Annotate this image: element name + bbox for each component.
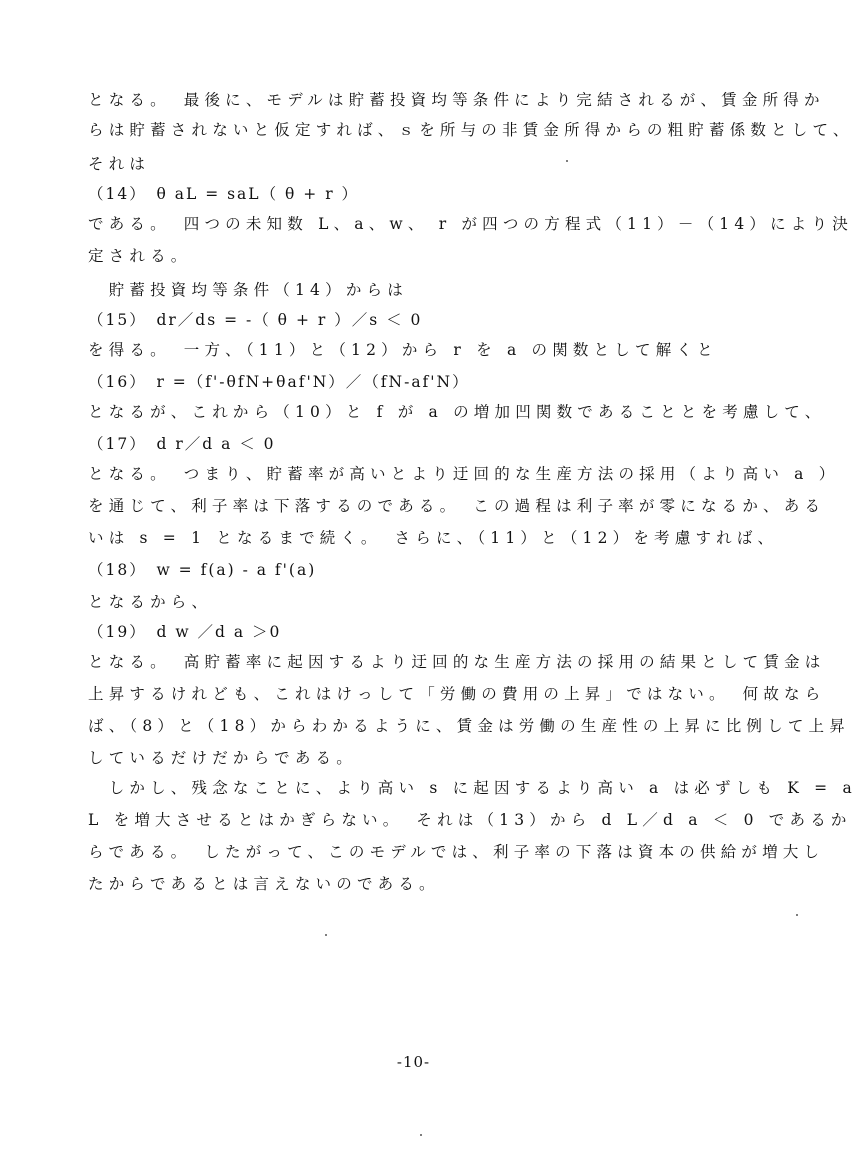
equation-17: （17） d r／d a ＜ 0	[88, 435, 276, 453]
text-line: となるから、	[88, 593, 213, 611]
text-line: しているだけだからである。	[88, 749, 357, 767]
equation-15: （15） dr／ds = -（ θ + r ）／s ＜ 0	[88, 311, 423, 329]
text-line: 上昇するけれども、これはけっして「労働の費用の上昇」ではない。 何故なら	[88, 685, 826, 703]
text-line: となる。 つまり、貯蓄率が高いとより迂回的な生産方法の採用（より高い a ）	[88, 465, 840, 483]
text-line: を得る。 一方、（11）と（12）から r を a の関数として解くと	[88, 341, 718, 359]
text-line: たからであるとは言えないのである。	[88, 875, 440, 893]
equation-18: （18） w = f(a) - a f'(a)	[88, 561, 317, 579]
text-line: 貯蓄投資均等条件（14）からは	[88, 281, 408, 299]
text-line: いは s = 1 となるまで続く。 さらに、（11）と（12）を考慮すれば、	[88, 529, 779, 547]
text-line: それは	[88, 155, 151, 173]
text-line: である。 四つの未知数 L、a、w、 r が四つの方程式（11）－（14）により決	[88, 215, 853, 233]
equation-14: （14） θ aL = saL（ θ + r ）	[88, 185, 360, 203]
text-line: らである。 したがって、このモデルでは、利子率の下落は資本の供給が増大し	[88, 843, 825, 861]
scan-speck	[566, 160, 568, 162]
text-line: ば、（8）と（18）からわかるように、賃金は労働の生産性の上昇に比例して上昇	[88, 717, 850, 735]
equation-19: （19） d w ／d a ＞0	[88, 623, 282, 641]
text-line: 定される。	[88, 247, 192, 265]
text-line: らは貯蓄されないと仮定すれば、ｓを所与の非賃金所得からの粗貯蓄係数として、	[88, 121, 854, 139]
scan-speck	[796, 914, 798, 916]
page-number: -10-	[396, 1053, 431, 1071]
text-line: しかし、残念なことに、より高い s に起因するより高い a は必ずしも K = a	[88, 779, 857, 797]
text-line: となるが、これから（10）と f が a の増加凹関数であることとを考慮して、	[88, 403, 826, 421]
equation-16: （16） r =（f'-θfN+θaf'N）／（fN-af'N）	[88, 373, 470, 391]
text-line: となる。 最後に、モデルは貯蓄投資均等条件により完結されるが、賃金所得か	[88, 91, 825, 109]
text-line: となる。 高貯蓄率に起因するより迂回的な生産方法の採用の結果として賃金は	[88, 653, 826, 671]
scan-speck	[325, 934, 327, 936]
text-line: を通じて、利子率は下落するのである。 この過程は利子率が零になるか、ある	[88, 497, 826, 515]
text-line: L を増大させるとはかぎらない。 それは（13）から d L／d a ＜ 0 であるか	[88, 811, 852, 829]
scan-speck	[420, 1134, 422, 1136]
